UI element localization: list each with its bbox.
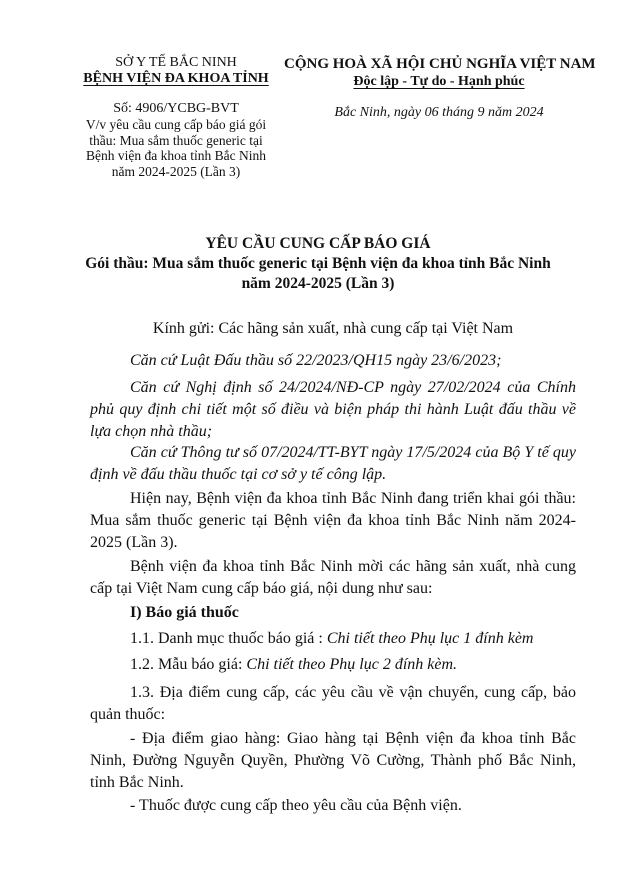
nation-title: CỘNG HOÀ XÃ HỘI CHỦ NGHĨA VIỆT NAM: [284, 56, 596, 72]
supply-requirement: - Thuốc được cung cấp theo yêu cầu của Bệnh viện.: [130, 797, 462, 814]
invitation-paragraph: Bệnh viện đa khoa tỉnh Bắc Ninh mời các hãng sản xuất, nhà cung cấp tại Việt Nam cung cấp báo giá, nội dung như sau:: [90, 558, 576, 597]
section-heading: I) Báo giá thuốc: [130, 604, 239, 621]
item-1-1-label: 1.1. Danh mục thuốc báo giá :: [130, 630, 327, 647]
intro-paragraph: Hiện nay, Bệnh viện đa khoa tỉnh Bắc Ninh đang triển khai gói thầu: Mua sắm thuốc generic tại Bệnh viện đa khoa tỉnh Bắc Ninh năm 2024-2025 (Lần 3).: [90, 490, 576, 551]
title-package: Gói thầu: Mua sắm thuốc generic tại Bệnh viện đa khoa tỉnh Bắc Ninh: [85, 255, 551, 272]
item-1-1-value: Chi tiết theo Phụ lục 1 đính kèm: [326, 630, 534, 647]
national-motto: Độc lập - Tự do - Hạnh phúc: [353, 74, 525, 89]
title-year: năm 2024-2025 (Lần 3): [241, 275, 395, 292]
basis-circular: Căn cứ Thông tư số 07/2024/TT-BYT ngày 17/5/2024 của Bộ Y tế quy định về đấu thầu thuốc tại cơ sở y tế công lập.: [90, 444, 576, 483]
item-1-2: [90, 654, 576, 676]
title-main: YÊU CẦU CUNG CẤP BÁO GIÁ: [205, 235, 431, 252]
header-left: [76, 55, 276, 179]
item-1-1: [90, 628, 576, 650]
basis-decree: Căn cứ Nghị định số 24/2024/NĐ-CP ngày 27/02/2024 của Chính phủ quy định chi tiết một số điều và biện pháp thi hành Luật đấu thầu về lựa chọn nhà thầu;: [90, 379, 576, 440]
hospital-name: BỆNH VIỆN ĐA KHOA TỈNH: [83, 71, 269, 86]
item-1-3: 1.3. Địa điểm cung cấp, các yêu cầu về vận chuyển, cung cấp, bảo quản thuốc:: [90, 684, 576, 723]
header-right: [284, 55, 594, 122]
place-date: Bắc Ninh, ngày 06 tháng 9 năm 2024: [334, 105, 544, 120]
item-1-2-value: Chi tiết theo Phụ lục 2 đính kèm.: [246, 656, 458, 673]
department-name: SỞ Y TẾ BẮC NINH: [115, 55, 237, 70]
basis-law: Căn cứ Luật Đấu thầu số 22/2023/QH15 ngày 23/6/2023;: [130, 352, 502, 369]
delivery-location: - Địa điểm giao hàng: Giao hàng tại Bệnh viện đa khoa tỉnh Bắc Ninh, Đường Nguyễn Quyền, Phường Võ Cường, Thành phố Bắc Ninh, tỉnh Bắc Ninh.: [90, 730, 576, 791]
document-subject: V/v yêu cầu cung cấp báo giá gói thầu: Mua sắm thuốc generic tại Bệnh viện đa khoa tỉnh Bắc Ninh năm 2024-2025 (Lần 3): [85, 117, 267, 179]
recipient: Kính gửi: Các hãng sản xuất, nhà cung cấp tại Việt Nam: [152, 320, 514, 337]
document-number: Số: 4906/YCBG-BVT: [113, 101, 239, 116]
document-title: [60, 234, 576, 294]
item-1-2-label: 1.2. Mẫu báo giá:: [130, 656, 247, 673]
